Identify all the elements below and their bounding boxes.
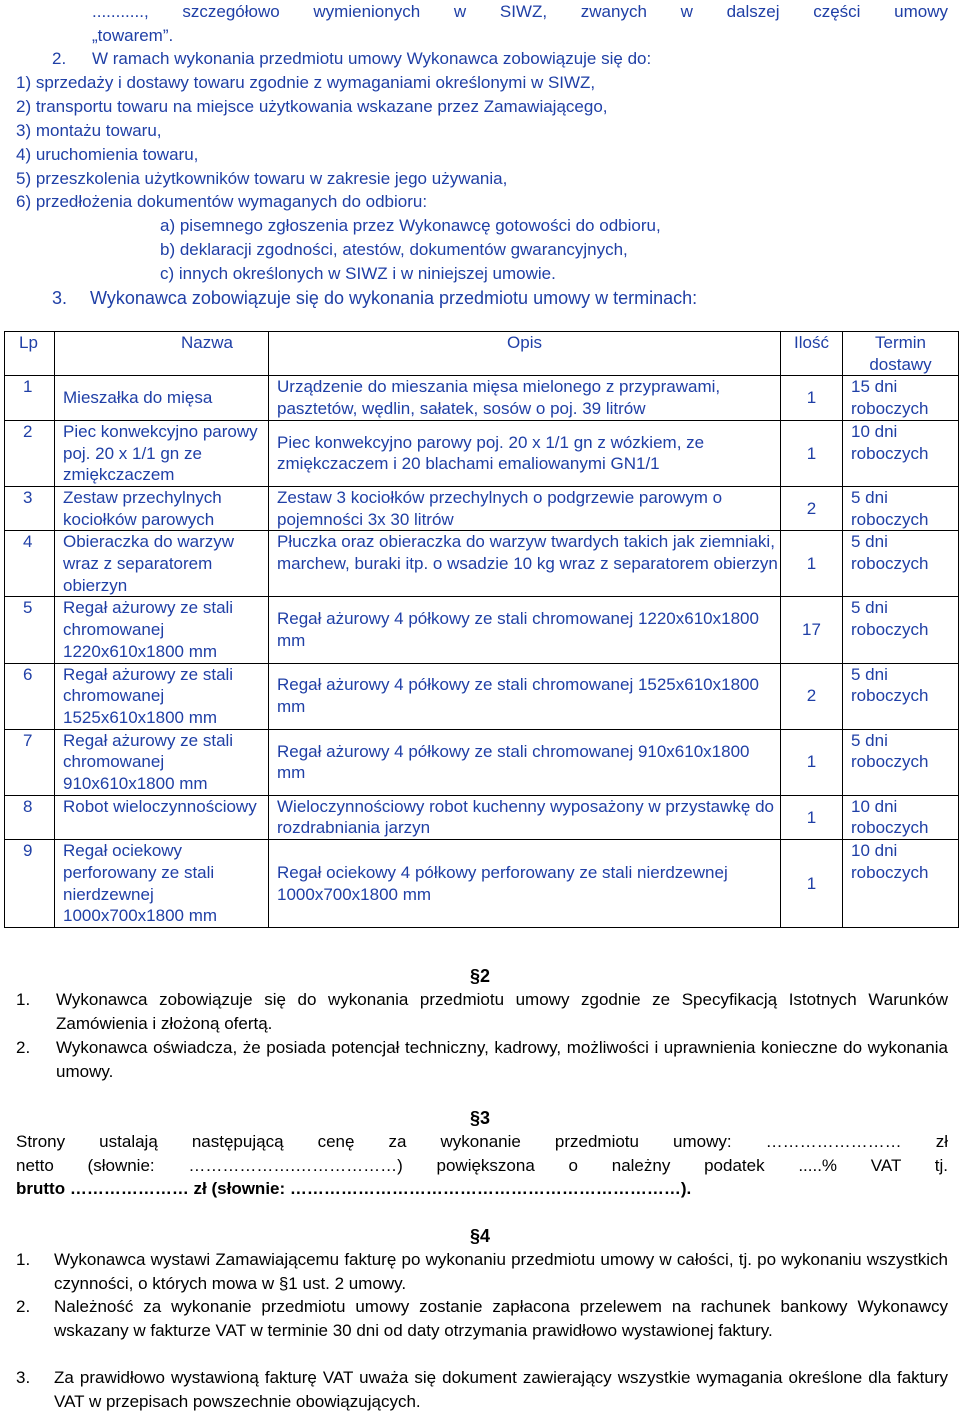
p2-number: 2. — [52, 49, 67, 68]
s4-item-1-text: Wykonawca wystawi Zamawiającemu fakturę po wykonaniu przedmiotu umowy w całości, tj. po wykonaniu wszystkich czynności, o których mowa w §1 ust. 2 umowy. — [54, 1250, 948, 1293]
cell-opis: Regał ażurowy 4 półkowy ze stali chromowanej 1525x610x1800 mm — [269, 663, 781, 729]
cell-termin: 10 dni roboczych — [843, 795, 959, 839]
cell-opis: Piec konwekcyjno parowy poj. 20 x 1/1 gn z wózkiem, ze zmiękczaczem i 20 blachami emaliowanymi GN1/1 — [269, 420, 781, 486]
cell-nazwa: Regał ażurowy ze stali chromowanej 1525x610x1800 mm — [55, 663, 269, 729]
header-lp: Lp — [5, 332, 55, 376]
cell-lp: 2 — [5, 420, 55, 486]
spec-table — [4, 331, 959, 928]
intro-item-6: 6) przedłożenia dokumentów wymaganych do odbioru: — [16, 192, 428, 211]
cell-nazwa: Regał ociekowy perforowany ze stali nierdzewnej 1000x700x1800 mm — [55, 840, 269, 928]
p2-text: W ramach wykonania przedmiotu umowy Wykonawca zobowiązuje się do: — [92, 49, 652, 68]
cell-ilosc: 1 — [781, 376, 843, 420]
cell-termin: 5 dni roboczych — [843, 663, 959, 729]
cell-nazwa: Mieszałka do mięsa — [55, 376, 269, 420]
cell-lp: 1 — [5, 376, 55, 420]
s2-item-1-number: 1. — [16, 990, 31, 1009]
intro-line-1: „towarem”. — [92, 26, 174, 45]
intro-subitem-c: c) innych określonych w SIWZ i w niniejszej umowie. — [160, 264, 556, 283]
intro-subitem-b: b) deklaracji zgodności, atestów, dokumentów gwarancyjnych, — [160, 240, 628, 259]
cell-ilosc: 1 — [781, 795, 843, 839]
table-row — [5, 376, 959, 420]
cell-opis: Wieloczynnościowy robot kuchenny wyposażony w przystawkę do rozdrabniania jarzyn — [269, 795, 781, 839]
header-ilosc: Ilość — [781, 332, 843, 376]
s2-item-1 — [16, 988, 948, 1036]
cell-nazwa: Obieraczka do warzyw wraz z separatorem obierzyn — [55, 531, 269, 597]
cell-ilosc: 1 — [781, 729, 843, 795]
cell-lp: 5 — [5, 597, 55, 663]
section-4-heading: §4 — [469, 1226, 491, 1246]
s4-item-2-text: Należność za wykonanie przedmiotu umowy zostanie zapłacona przelewem na rachunek bankowy Wykonawcy wskazany w fakturze VAT w terminie 30 dni od daty otrzymania prawidłowo wystawionej faktury. — [54, 1297, 948, 1340]
s3-line-3: brutto ………………… zł (słownie: ……………………………………………………………). — [16, 1179, 692, 1198]
cell-opis: Urządzenie do mieszania mięsa mielonego z przyprawami, pasztetów, wędlin, sałatek, sosów o poj. 39 litrów — [269, 376, 781, 420]
cell-ilosc: 1 — [781, 840, 843, 928]
cell-termin: 5 dni roboczych — [843, 486, 959, 530]
cell-nazwa: Regał ażurowy ze stali chromowanej 910x610x1800 mm — [55, 729, 269, 795]
p3-text: Wykonawca zobowiązuje się do wykonania przedmiotu umowy w terminach: — [90, 288, 698, 308]
s3-line-2 — [16, 1154, 948, 1178]
cell-lp: 8 — [5, 795, 55, 839]
cell-opis: Regał ażurowy 4 półkowy ze stali chromowanej 910x610x1800 mm — [269, 729, 781, 795]
s4-item-1 — [16, 1248, 948, 1296]
cell-opis: Płuczka oraz obieraczka do warzyw twardych takich jak ziemniaki, marchew, buraki itp. o wsadzie 10 kg wraz z separatorem obierzyn — [269, 531, 781, 597]
s2-item-1-text: Wykonawca zobowiązuje się do wykonania przedmiotu umowy zgodnie ze Specyfikacją Istotnych Warunków Zamówienia i złożoną ofertą. — [56, 990, 948, 1033]
cell-ilosc: 2 — [781, 486, 843, 530]
cell-lp: 4 — [5, 531, 55, 597]
cell-nazwa: Zestaw przechylnych kociołków parowych — [55, 486, 269, 530]
p3-number: 3. — [52, 288, 68, 308]
cell-lp: 6 — [5, 663, 55, 729]
table-row — [5, 729, 959, 795]
s4-item-3 — [16, 1366, 948, 1414]
cell-nazwa: Robot wieloczynnościowy — [55, 795, 269, 839]
cell-ilosc: 2 — [781, 663, 843, 729]
table-body — [5, 376, 959, 928]
intro-item-4: 4) uruchomienia towaru, — [16, 145, 199, 164]
cell-termin: 5 dni roboczych — [843, 597, 959, 663]
cell-termin: 5 dni roboczych — [843, 531, 959, 597]
table-row — [5, 420, 959, 486]
s4-item-2-number: 2. — [16, 1297, 31, 1316]
table-row — [5, 531, 959, 597]
section-2-heading: §2 — [469, 966, 491, 986]
s4-item-1-number: 1. — [16, 1250, 31, 1269]
cell-opis: Regał ażurowy 4 półkowy ze stali chromowanej 1220x610x1800 mm — [269, 597, 781, 663]
intro-item-2: 2) transportu towaru na miejsce użytkowania wskazane przez Zamawiającego, — [16, 97, 608, 116]
intro-line-0 — [92, 0, 948, 24]
cell-ilosc: 17 — [781, 597, 843, 663]
cell-termin: 15 dni roboczych — [843, 376, 959, 420]
cell-lp: 3 — [5, 486, 55, 530]
cell-nazwa: Piec konwekcyjno parowy poj. 20 x 1/1 gn ze zmiękczaczem — [55, 420, 269, 486]
intro-line-0-text: ..........., szczegółowo wymienionych w SIWZ, zwanych w dalszej części umowy — [92, 2, 948, 21]
cell-termin: 5 dni roboczych — [843, 729, 959, 795]
cell-lp: 9 — [5, 840, 55, 928]
s4-item-2 — [16, 1295, 948, 1367]
intro-item-1: 1) sprzedaży i dostawy towaru zgodnie z wymaganiami określonymi w SIWZ, — [16, 73, 596, 92]
header-opis: Opis — [269, 332, 781, 376]
cell-opis: Zestaw 3 kociołków przechylnych o podgrzewie parowym o pojemności 3x 30 litrów — [269, 486, 781, 530]
header-termin: Termin dostawy — [843, 332, 959, 376]
table-header-row — [5, 332, 959, 376]
s4-item-3-text: Za prawidłowo wystawioną fakturę VAT uważa się dokument zawierający wszystkie wymagania określone dla faktury VAT w przepisach powszechnie obowiązujących. — [54, 1368, 948, 1411]
intro-subitem-a: a) pisemnego zgłoszenia przez Wykonawcę gotowości do odbioru, — [160, 216, 661, 235]
table-row — [5, 597, 959, 663]
table-row — [5, 663, 959, 729]
s3-line-1-text: Strony ustalają następującą cenę za wykonanie przedmiotu umowy: …………………… zł — [16, 1132, 948, 1151]
s2-item-2-number: 2. — [16, 1038, 31, 1057]
section-3-heading: §3 — [469, 1108, 491, 1128]
s3-line-2-text: netto (słownie: ……………….………………) powiększona o należny podatek .....% VAT tj. — [16, 1156, 948, 1175]
cell-termin: 10 dni roboczych — [843, 420, 959, 486]
cell-ilosc: 1 — [781, 531, 843, 597]
header-nazwa: Nazwa — [55, 332, 269, 376]
s3-line-1 — [16, 1130, 948, 1154]
table-row — [5, 795, 959, 839]
intro-item-3: 3) montażu towaru, — [16, 121, 162, 140]
intro-item-5: 5) przeszkolenia użytkowników towaru w zakresie jego używania, — [16, 169, 508, 188]
cell-opis: Regał ociekowy 4 półkowy perforowany ze stali nierdzewnej 1000x700x1800 mm — [269, 840, 781, 928]
cell-termin: 10 dni roboczych — [843, 840, 959, 928]
cell-nazwa: Regał ażurowy ze stali chromowanej 1220x610x1800 mm — [55, 597, 269, 663]
cell-lp: 7 — [5, 729, 55, 795]
table-row — [5, 486, 959, 530]
s2-item-2 — [16, 1036, 948, 1084]
s2-item-2-text: Wykonawca oświadcza, że posiada potencjał techniczny, kadrowy, możliwości i uprawnienia konieczne do wykonania umowy. — [56, 1038, 948, 1081]
s4-item-3-number: 3. — [16, 1368, 31, 1387]
table-row — [5, 840, 959, 928]
cell-ilosc: 1 — [781, 420, 843, 486]
